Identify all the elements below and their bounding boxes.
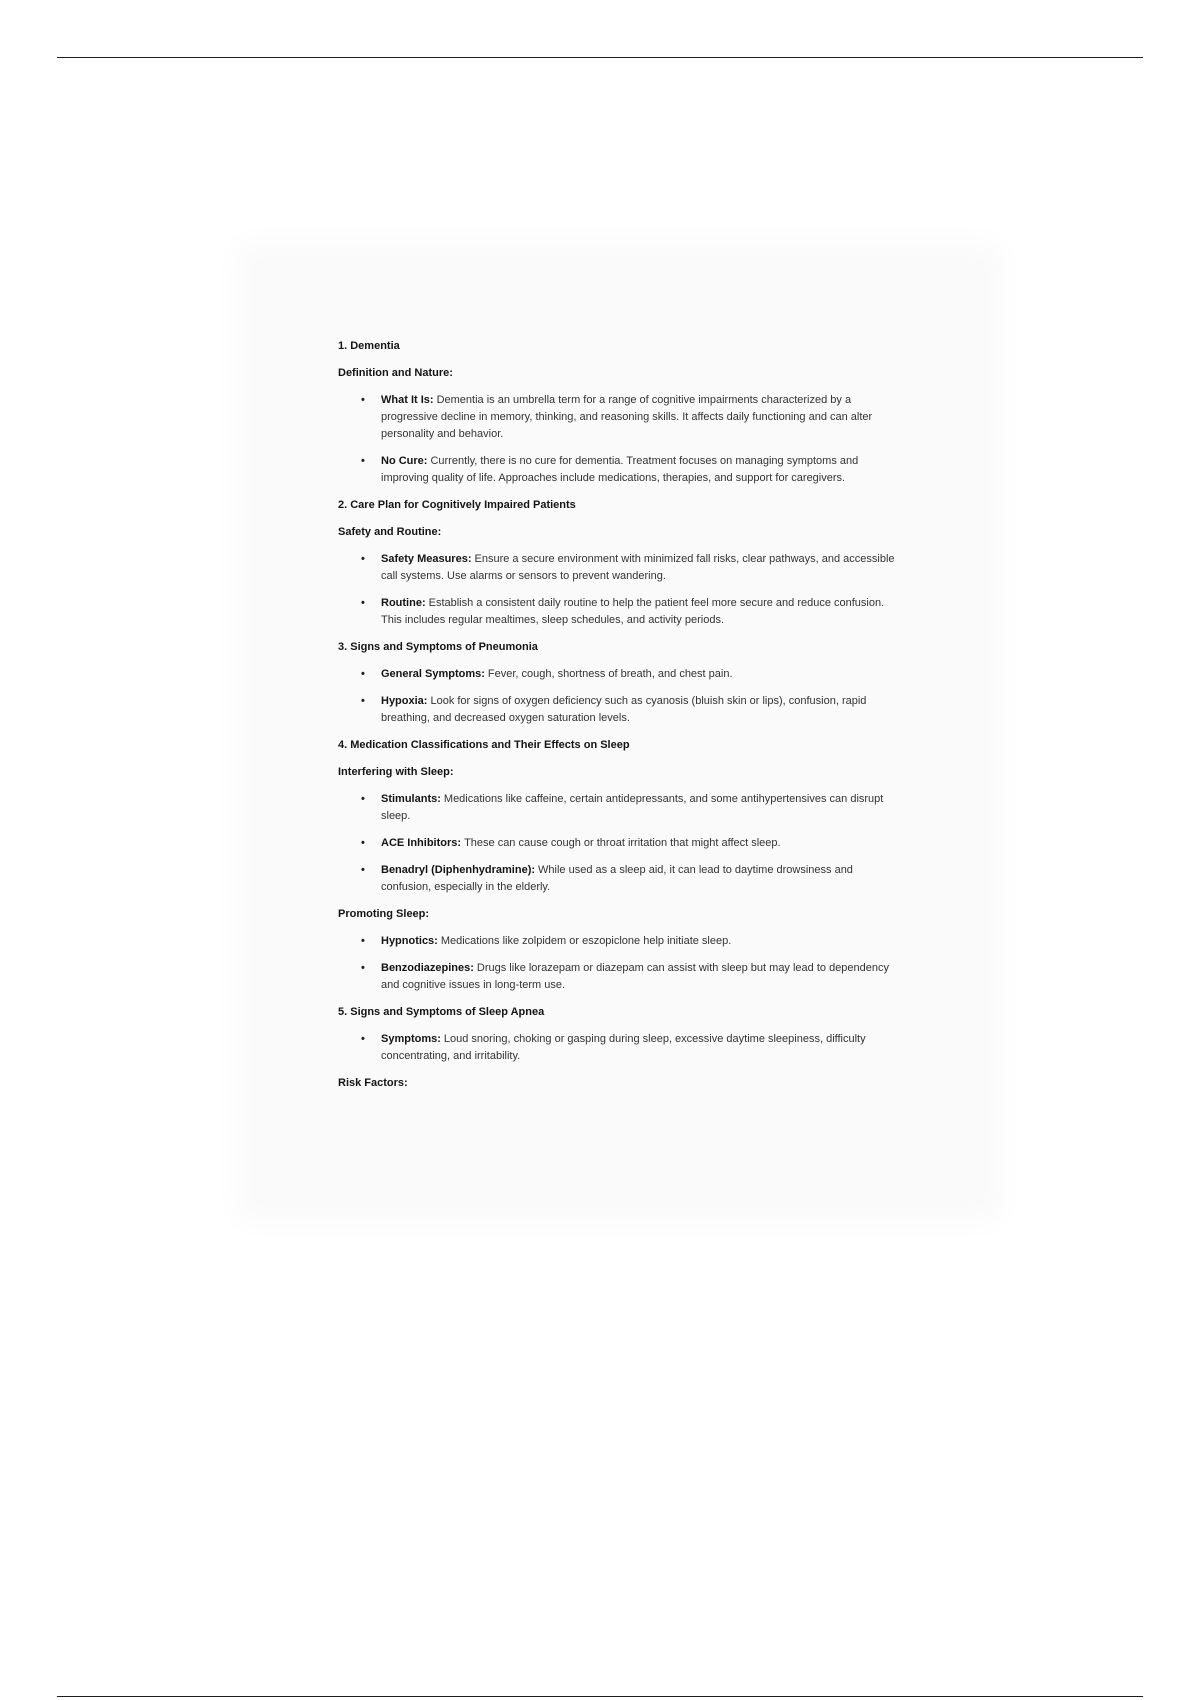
- list-item: [338, 791, 904, 825]
- item-term: Routine:: [381, 597, 426, 609]
- list-item: [338, 933, 904, 950]
- subheading-risk-factors: Risk Factors:: [338, 1077, 408, 1089]
- item-text: While used as a sleep aid, it can lead to daytime drowsiness and confusion, especially in the elderly.: [381, 864, 853, 893]
- list-item: [338, 666, 904, 683]
- list-item: [338, 551, 904, 585]
- bullet-icon: •: [361, 394, 365, 406]
- bullet-icon: •: [361, 455, 365, 467]
- bullet-icon: •: [361, 793, 365, 805]
- page-bottom-rule: [57, 1696, 1143, 1697]
- item-text: Medications like caffeine, certain antidepressants, and some antihypertensives can disrupt sleep.: [381, 793, 884, 822]
- item-term: Stimulants:: [381, 793, 441, 805]
- item-term: Safety Measures:: [381, 553, 472, 565]
- list-sleep-apnea: [338, 1031, 904, 1065]
- subheading-promoting-sleep: Promoting Sleep:: [338, 908, 430, 920]
- section-heading-pneumonia: 3. Signs and Symptoms of Pneumonia: [338, 641, 538, 653]
- list-interfering-with-sleep: [338, 791, 904, 896]
- item-term: No Cure:: [381, 455, 428, 467]
- item-term: Hypoxia:: [381, 695, 428, 707]
- list-item: [338, 392, 904, 443]
- subheading-interfering-with-sleep: Interfering with Sleep:: [338, 766, 454, 778]
- item-text: Fever, cough, shortness of breath, and chest pain.: [487, 668, 733, 680]
- section-heading-sleep-apnea: 5. Signs and Symptoms of Sleep Apnea: [338, 1006, 545, 1018]
- item-text: Look for signs of oxygen deficiency such as cyanosis (bluish skin or lips), confusion, rapid breathing, and decreased oxygen saturation levels.: [381, 695, 867, 724]
- subheading-safety-and-routine: Safety and Routine:: [338, 526, 442, 538]
- item-term: Benzodiazepines:: [381, 962, 474, 974]
- list-item: [338, 595, 904, 629]
- list-item: [338, 1031, 904, 1065]
- item-text: Currently, there is no cure for dementia. Treatment focuses on managing symptoms and improving quality of life. Approaches include medications, therapies, and support for caregivers.: [381, 455, 859, 484]
- list-item: [338, 453, 904, 487]
- subheading-definition-and-nature: Definition and Nature:: [338, 367, 453, 379]
- item-term: General Symptoms:: [381, 668, 485, 680]
- list-item: [338, 960, 904, 994]
- bullet-icon: •: [361, 1033, 365, 1045]
- document-content: [338, 338, 904, 1102]
- bullet-icon: •: [361, 553, 365, 565]
- item-term: Symptoms:: [381, 1033, 441, 1045]
- bullet-icon: •: [361, 668, 365, 680]
- item-text: Establish a consistent daily routine to help the patient feel more secure and reduce confusion. This includes regular mealtimes, sleep schedules, and activity periods.: [381, 597, 885, 626]
- bullet-icon: •: [361, 935, 365, 947]
- item-term: What It Is:: [381, 394, 434, 406]
- section-heading-dementia: 1. Dementia: [338, 340, 400, 352]
- bullet-icon: •: [361, 597, 365, 609]
- item-term: Benadryl (Diphenhydramine):: [381, 864, 536, 876]
- list-item: [338, 693, 904, 727]
- page-top-rule: [57, 57, 1143, 58]
- list-promoting-sleep: [338, 933, 904, 994]
- list-dementia: [338, 392, 904, 487]
- section-heading-medication-classifications: 4. Medication Classifications and Their Effects on Sleep: [338, 739, 630, 751]
- bullet-icon: •: [361, 695, 365, 707]
- item-text: Loud snoring, choking or gasping during sleep, excessive daytime sleepiness, difficulty concentrating, and irritability.: [381, 1033, 866, 1062]
- list-care-plan: [338, 551, 904, 629]
- bullet-icon: •: [361, 962, 365, 974]
- item-term: Hypnotics:: [381, 935, 438, 947]
- item-text: Ensure a secure environment with minimized fall risks, clear pathways, and accessible call systems. Use alarms or sensors to prevent wandering.: [381, 553, 895, 582]
- bullet-icon: •: [361, 864, 365, 876]
- section-heading-care-plan: 2. Care Plan for Cognitively Impaired Patients: [338, 499, 576, 511]
- bullet-icon: •: [361, 837, 365, 849]
- list-pneumonia: [338, 666, 904, 727]
- list-item: [338, 835, 904, 852]
- item-text: Drugs like lorazepam or diazepam can assist with sleep but may lead to dependency and cognitive issues in long-term use.: [381, 962, 890, 991]
- item-text: These can cause cough or throat irritation that might affect sleep.: [464, 837, 781, 849]
- item-term: ACE Inhibitors:: [381, 837, 462, 849]
- list-item: [338, 862, 904, 896]
- item-text: Dementia is an umbrella term for a range of cognitive impairments characterized by a progressive decline in memory, thinking, and reasoning skills. It affects daily functioning and can alter personality and behavior.: [381, 394, 873, 440]
- item-text: Medications like zolpidem or eszopiclone help initiate sleep.: [440, 935, 732, 947]
